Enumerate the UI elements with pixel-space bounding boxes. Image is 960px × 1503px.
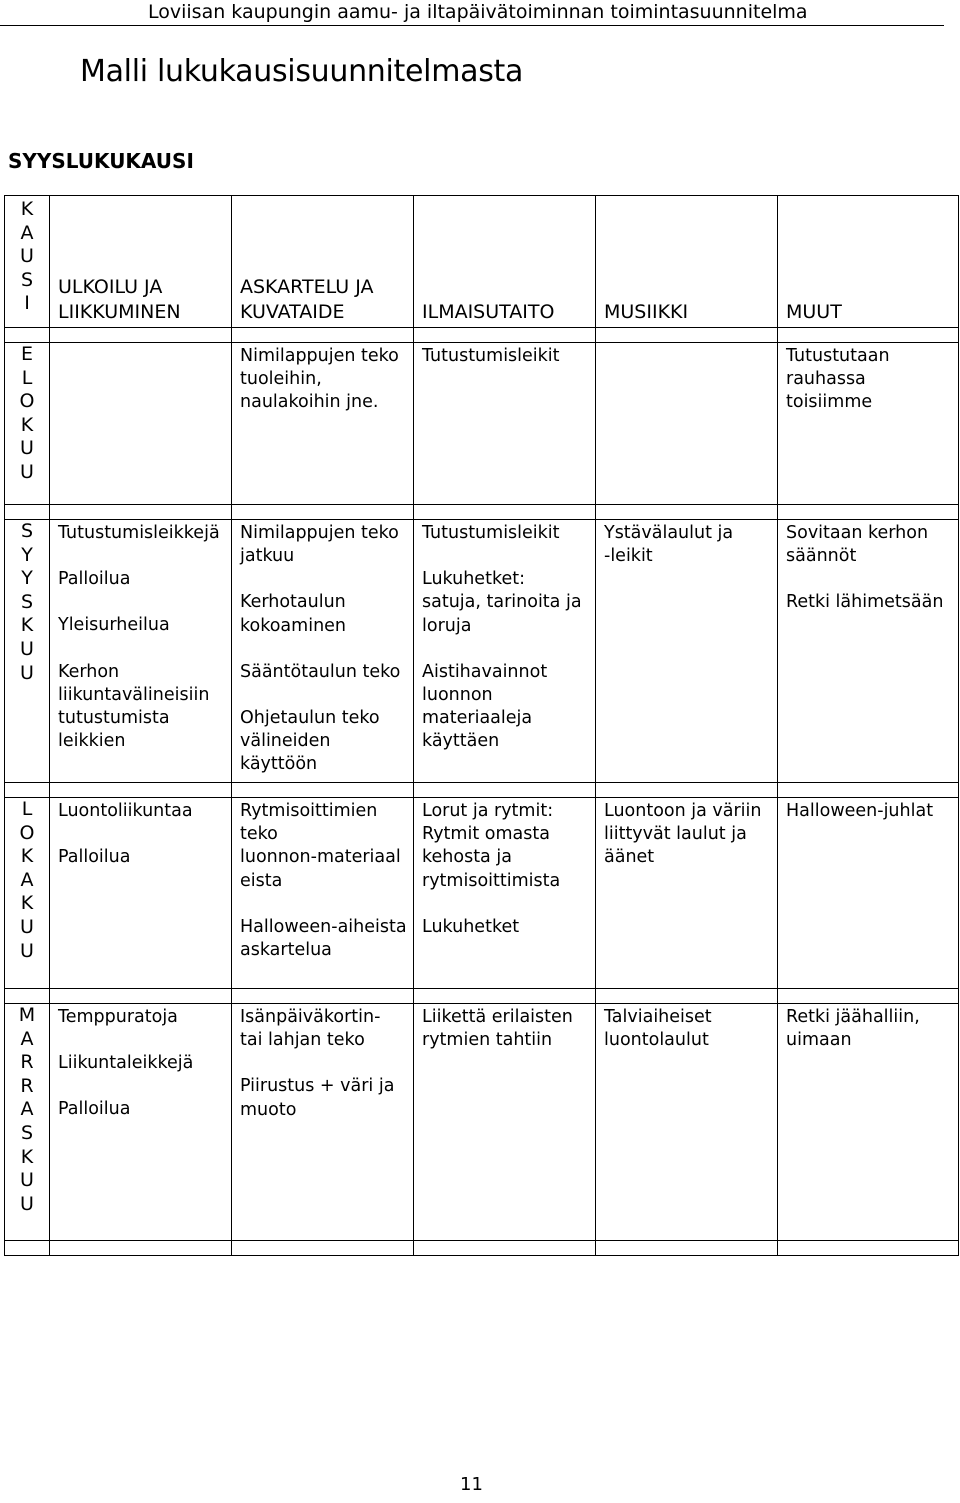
column-header-other [778, 196, 959, 328]
letter: U [20, 915, 34, 938]
column-header-label: ULKOILU JA LIIKKUMINEN [58, 276, 181, 323]
letter: K [20, 845, 34, 868]
month-header-cell [5, 196, 50, 328]
activity-item: Kerhotaulun kokoaminen [240, 592, 347, 636]
letter: A [20, 221, 34, 244]
table-cell [414, 343, 596, 505]
letter: S [20, 590, 34, 613]
column-header-outdoor [50, 196, 232, 328]
letter: R [20, 1074, 34, 1097]
activity-item: Tutustumisleikit [422, 523, 560, 543]
table-cell [596, 1004, 778, 1241]
table-row-november [5, 1004, 959, 1241]
letter: S [20, 268, 34, 291]
table-cell [232, 520, 414, 783]
activity-item: Yleisurheilua [58, 615, 170, 636]
letter: S [20, 520, 34, 542]
row-spacer [5, 505, 959, 520]
table-cell [414, 798, 596, 989]
table-cell [50, 1004, 232, 1241]
row-spacer [5, 328, 959, 343]
activity-item: Lukuhetket [422, 916, 520, 937]
activity-item: Rytmisoittimien teko luonnon-materiaal eista [240, 801, 401, 891]
activity-item: Sääntötaulun teko [240, 661, 401, 682]
column-header-label: MUSIIKKI [604, 301, 689, 323]
activity-item: Luontoon ja väriin liittyvät laulut ja äänet [604, 801, 762, 868]
table-cell [778, 1004, 959, 1241]
activity-item: Temppuratoja [58, 1007, 178, 1027]
table-row-october [5, 798, 959, 989]
activity-item: Talviaiheiset luontolaulut [604, 1007, 712, 1051]
letter: A [20, 868, 34, 891]
table-cell [778, 798, 959, 989]
table-cell [778, 520, 959, 783]
activity-item: Isänpäiväkortin- tai lahjan teko [240, 1007, 381, 1051]
table-cell [596, 798, 778, 989]
table-cell [414, 520, 596, 783]
table-row-september [5, 520, 959, 783]
activity-item: Tutustumisleikit [422, 346, 560, 366]
column-header-crafts [232, 196, 414, 328]
activity-item: Retki jäähalliin, uimaan [786, 1007, 920, 1051]
activity-item: Tutustumisleikkejä [58, 523, 220, 543]
activity-item: Nimilappujen teko tuoleihin, naulakoihin jne. [240, 346, 399, 413]
letter: O [19, 821, 35, 844]
column-header-label: MUUT [786, 301, 842, 323]
letter: K [20, 892, 34, 915]
page-number: 11 [460, 1474, 483, 1495]
letter: U [20, 661, 34, 684]
table-cell [50, 798, 232, 989]
activity-item: Palloilua [58, 1099, 131, 1120]
letter: U [20, 437, 34, 460]
activity-item: Liikettä erilaisten rytmien tahtiin [422, 1007, 573, 1051]
column-header-label: ILMAISUTAITO [422, 301, 555, 323]
letter: I [24, 292, 30, 315]
letter: U [20, 1169, 34, 1192]
letter: Y [21, 543, 33, 566]
table-cell [50, 520, 232, 783]
document-title: Malli lukukausisuunnitelmasta [80, 54, 524, 89]
table-cell [778, 343, 959, 505]
table-cell [232, 343, 414, 505]
activity-item: Halloween-juhlat [786, 801, 934, 821]
column-header-label: ASKARTELU JA KUVATAIDE [240, 276, 374, 323]
month-cell-september [5, 520, 50, 783]
letter: L [21, 798, 33, 820]
letter: R [20, 1051, 34, 1074]
letter: K [20, 614, 34, 637]
letter: K [20, 1145, 34, 1168]
running-header: Loviisan kaupungin aamu- ja iltapäivätoiminnan toimintasuunnitelma [148, 1, 808, 23]
activity-item: Lukuhetket: satuja, tarinoita ja loruja [422, 569, 582, 636]
letter: K [20, 198, 34, 220]
table-row-august [5, 343, 959, 505]
table-cell [232, 1004, 414, 1241]
table-cell [50, 343, 232, 505]
letter: L [21, 366, 33, 389]
semester-plan-table [4, 195, 959, 1256]
month-cell-october [5, 798, 50, 989]
activity-item: Liikuntaleikkejä [58, 1053, 194, 1074]
letter: O [19, 390, 35, 413]
table-header-row [5, 196, 959, 328]
header-divider [0, 25, 944, 26]
row-spacer [5, 783, 959, 798]
activity-item: Lorut ja rytmit: Rytmit omasta kehosta ja rytmisoittimista [422, 801, 561, 891]
letter: A [20, 1027, 34, 1050]
letter: U [20, 637, 34, 660]
table-cell [414, 1004, 596, 1241]
column-header-music [596, 196, 778, 328]
activity-item: Ystävälaulut ja -leikit [604, 523, 734, 567]
table-cell [596, 343, 778, 505]
letter: A [20, 1098, 34, 1121]
activity-item: Retki lähimetsään [786, 592, 944, 613]
table-cell [596, 520, 778, 783]
letter: E [20, 343, 33, 365]
activity-item: Palloilua [58, 569, 131, 590]
month-cell-november [5, 1004, 50, 1241]
letter: U [20, 1192, 34, 1215]
month-cell-august [5, 343, 50, 505]
activity-item: Halloween-aiheista askartelua [240, 916, 407, 961]
activity-item: Ohjetaulun teko välineiden käyttöön [240, 708, 380, 775]
activity-item: Nimilappujen teko jatkuu [240, 523, 399, 567]
letter: M [18, 1004, 36, 1026]
activity-item: Palloilua [58, 847, 131, 868]
table-cell [232, 798, 414, 989]
letter: U [20, 460, 34, 483]
activity-item: Sovitaan kerhon säännöt [786, 523, 929, 567]
activity-item: Kerhon liikuntavälineisiin tutustumista leikkien [58, 661, 210, 752]
column-header-expression [414, 196, 596, 328]
row-spacer [5, 989, 959, 1004]
letter: S [20, 1121, 34, 1144]
letter: U [20, 939, 34, 962]
letter: K [20, 413, 34, 436]
letter: U [20, 245, 34, 268]
season-title: SYYSLUKUKAUSI [8, 149, 194, 173]
activity-item: Aistihavainnot luonnon materiaaleja käyttäen [422, 661, 548, 752]
letter: Y [21, 567, 33, 590]
activity-item: Luontoliikuntaa [58, 801, 193, 821]
row-spacer [5, 1241, 959, 1256]
activity-item: Piirustus + väri ja muoto [240, 1076, 395, 1120]
activity-item: Tutustutaan rauhassa toisiimme [786, 346, 890, 413]
